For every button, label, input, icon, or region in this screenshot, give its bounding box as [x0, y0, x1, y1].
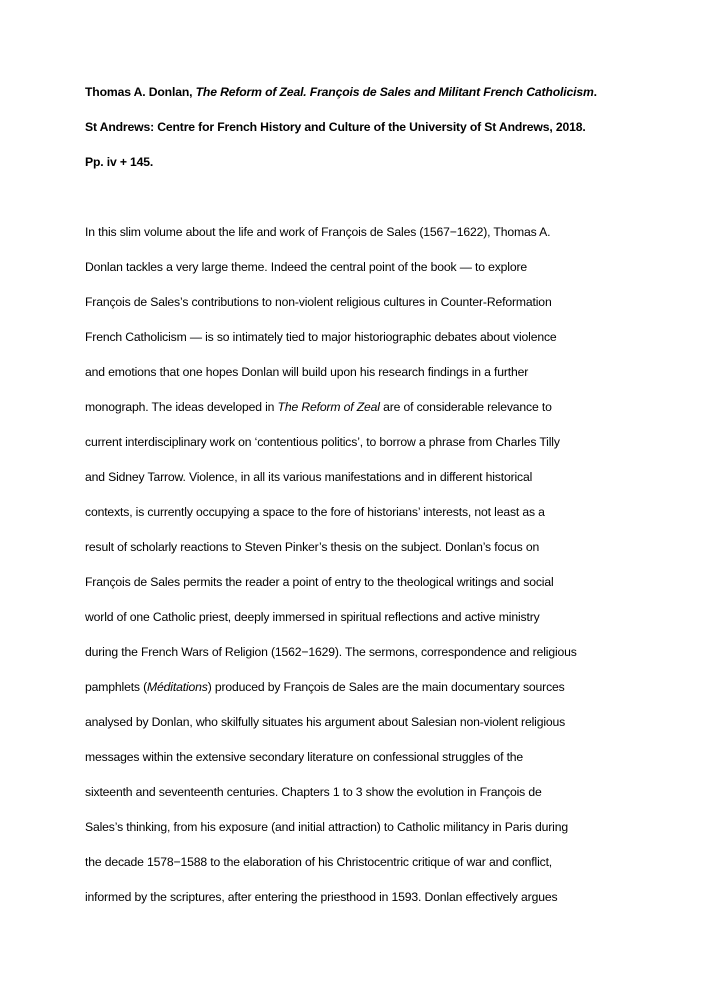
citation-title: The Reform of Zeal. François de Sales and Militant French Catholicism — [195, 85, 594, 99]
body-line-6-post: are of considerable relevance to — [379, 400, 552, 414]
body-line-13: during the French Wars of Religion (1562−1629). The sermons, correspondence and religious — [85, 645, 577, 659]
meditations-italic: Méditations — [147, 680, 208, 694]
body-line-14-pre: pamphlets ( — [85, 680, 148, 694]
body-line-3: François de Sales’s contributions to non-violent religious cultures in Counter-Reformation — [85, 295, 552, 309]
body-line-6 — [85, 399, 552, 415]
body-line-16: messages within the extensive secondary literature on confessional struggles of the — [85, 750, 524, 764]
body-line-7: current interdisciplinary work on ‘contentious politics’, to borrow a phrase from Charles Tilly — [85, 435, 560, 449]
book-title-italic: The Reform of Zeal — [277, 400, 380, 414]
body-line-9: contexts, is currently occupying a space to the fore of historians’ interests, not least as a — [85, 505, 545, 519]
citation-line-1 — [85, 84, 597, 100]
citation-pages: Pp. iv + 145. — [85, 155, 154, 169]
body-line-10: result of scholarly reactions to Steven Pinker’s thesis on the subject. Donlan’s focus on — [85, 540, 540, 554]
citation-title-end: . — [593, 85, 597, 99]
body-line-15: analysed by Donlan, who skilfully situates his argument about Salesian non-violent religious — [85, 715, 566, 729]
body-line-12: world of one Catholic priest, deeply immersed in spiritual reflections and active ministry — [85, 610, 540, 624]
body-line-6-pre: monograph. The ideas developed in — [85, 400, 278, 414]
body-line-5: and emotions that one hopes Donlan will build upon his research findings in a further — [85, 365, 529, 379]
body-line-14 — [85, 679, 565, 695]
body-line-18: Sales’s thinking, from his exposure (and initial attraction) to Catholic militancy in Paris during — [85, 820, 568, 834]
body-line-4: French Catholicism — is so intimately tied to major historiographic debates about violence — [85, 330, 557, 344]
body-line-8: and Sidney Tarrow. Violence, in all its various manifestations and in different historical — [85, 470, 533, 484]
body-line-19: the decade 1578−1588 to the elaboration of his Christocentric critique of war and conflict, — [85, 855, 553, 869]
body-line-20: informed by the scriptures, after entering the priesthood in 1593. Donlan effectively argues — [85, 890, 558, 904]
citation-publisher: St Andrews: Centre for French History and Culture of the University of St Andrews, 2018. — [85, 120, 586, 134]
citation-author: Thomas A. Donlan, — [85, 85, 193, 99]
body-line-14-post: ) produced by François de Sales are the main documentary sources — [207, 680, 565, 694]
body-line-11: François de Sales permits the reader a point of entry to the theological writings and social — [85, 575, 554, 589]
body-line-1: In this slim volume about the life and work of François de Sales (1567−1622), Thomas A. — [85, 225, 551, 239]
body-line-17: sixteenth and seventeenth centuries. Chapters 1 to 3 show the evolution in François de — [85, 785, 542, 799]
body-line-2: Donlan tackles a very large theme. Indeed the central point of the book — to explore — [85, 260, 527, 274]
